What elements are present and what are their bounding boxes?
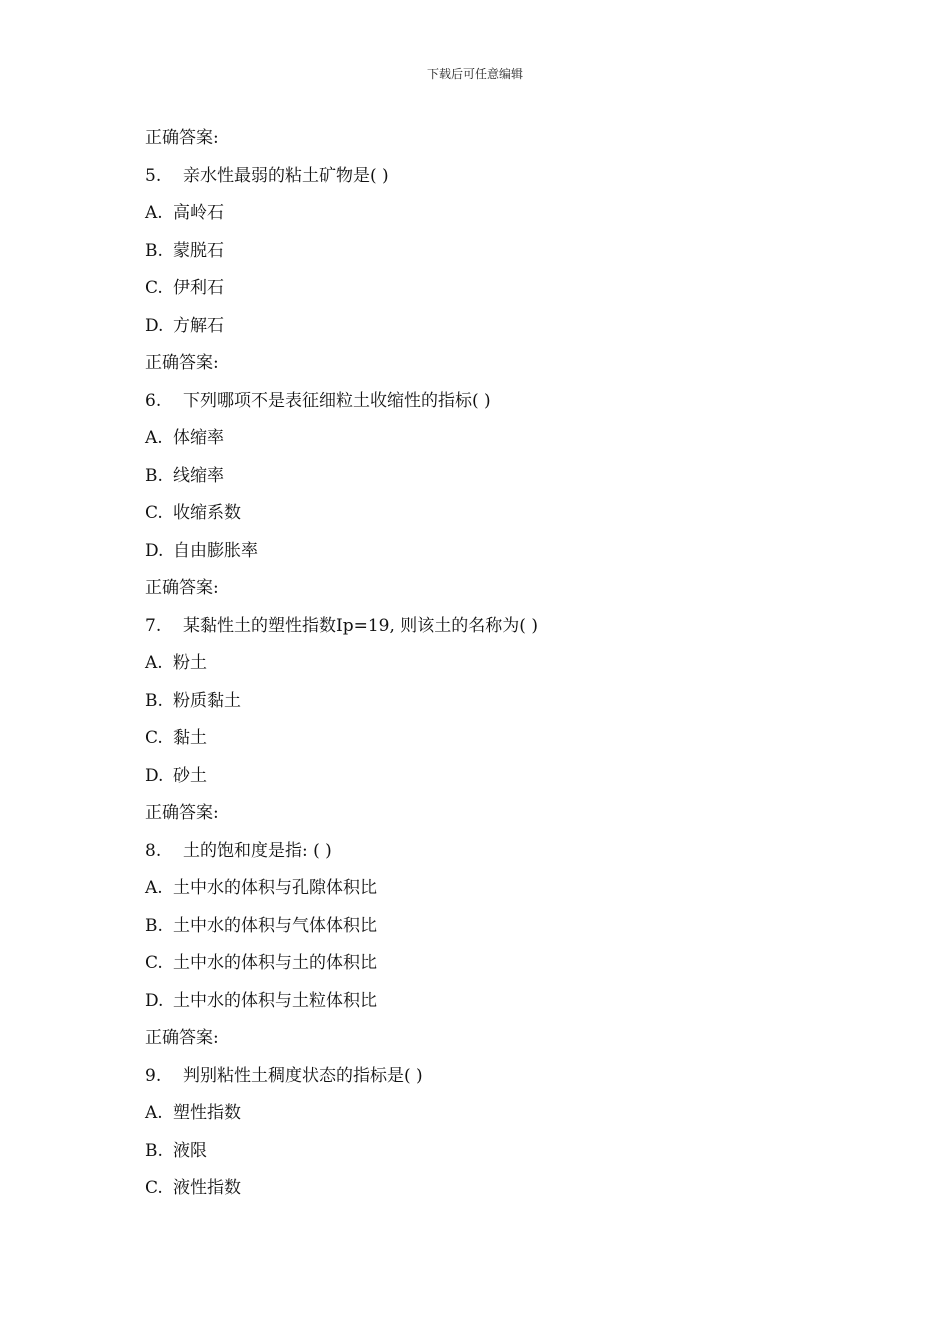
page-header: 下载后可任意编辑 <box>426 67 523 81</box>
option-text: 土中水的体积与孔隙体积比 <box>173 878 377 898</box>
question-text: 判别粘性土稠度状态的指标是( ) <box>183 1065 423 1086</box>
answer-line <box>145 345 845 383</box>
option-letter: B. <box>145 1140 163 1161</box>
option-letter: D. <box>145 540 164 561</box>
option-letter: A. <box>145 1103 163 1123</box>
option-line <box>145 1095 845 1133</box>
option-letter: B. <box>145 465 163 486</box>
option-text: 土中水的体积与土粒体积比 <box>173 990 377 1011</box>
option-line <box>145 1133 845 1171</box>
option-line <box>145 645 845 683</box>
option-letter: C. <box>145 503 163 523</box>
option-line <box>145 458 845 496</box>
question-number: 5. <box>145 165 162 186</box>
question-text: 下列哪项不是表征细粒土收缩性的指标( ) <box>183 390 491 411</box>
option-text: 方解石 <box>173 315 224 336</box>
option-line <box>145 983 845 1021</box>
option-line <box>145 533 845 571</box>
option-text: 蒙脱石 <box>173 240 224 261</box>
option-text: 液性指数 <box>173 1178 241 1198</box>
option-letter: B. <box>145 240 163 261</box>
option-letter: C. <box>145 278 163 298</box>
option-line <box>145 308 845 346</box>
option-letter: A. <box>145 428 163 448</box>
option-line <box>145 683 845 721</box>
option-letter: C. <box>145 728 163 748</box>
option-line <box>145 908 845 946</box>
option-line <box>145 945 845 983</box>
question-number: 7. <box>145 615 162 636</box>
question-number: 9. <box>145 1065 162 1086</box>
option-text: 粉土 <box>173 653 207 673</box>
option-line <box>145 195 845 233</box>
question-text: 土的饱和度是指: ( ) <box>183 840 332 861</box>
answer-label: 正确答案: <box>145 128 219 148</box>
option-letter: C. <box>145 1178 163 1198</box>
option-letter: B. <box>145 690 163 711</box>
option-text: 线缩率 <box>173 465 224 486</box>
option-text: 伊利石 <box>173 278 224 298</box>
option-text: 土中水的体积与气体体积比 <box>173 915 377 936</box>
question-line <box>145 383 845 421</box>
option-letter: D. <box>145 315 164 336</box>
option-text: 砂土 <box>173 765 207 786</box>
option-letter: B. <box>145 915 163 936</box>
option-line <box>145 233 845 271</box>
option-letter: D. <box>145 990 164 1011</box>
option-text: 自由膨胀率 <box>173 540 258 561</box>
option-text: 体缩率 <box>173 428 224 448</box>
question-text: 亲水性最弱的粘土矿物是( ) <box>183 165 389 186</box>
option-letter: A. <box>145 653 163 673</box>
answer-label: 正确答案: <box>145 1028 219 1048</box>
question-line <box>145 1058 845 1096</box>
option-text: 粉质黏土 <box>173 690 241 711</box>
question-text: 某黏性土的塑性指数Ip=19, 则该土的名称为( ) <box>183 615 538 636</box>
option-text: 高岭石 <box>173 203 224 223</box>
question-number: 8. <box>145 840 162 861</box>
option-text: 土中水的体积与土的体积比 <box>173 953 377 973</box>
option-line <box>145 495 845 533</box>
option-letter: C. <box>145 953 163 973</box>
document-body <box>145 120 845 1208</box>
option-letter: A. <box>145 203 163 223</box>
answer-label: 正确答案: <box>145 578 219 598</box>
question-number: 6. <box>145 390 162 411</box>
question-line <box>145 608 845 646</box>
question-line <box>145 833 845 871</box>
option-text: 塑性指数 <box>173 1103 241 1123</box>
option-letter: D. <box>145 765 164 786</box>
answer-line <box>145 120 845 158</box>
answer-line <box>145 795 845 833</box>
option-line <box>145 1170 845 1208</box>
option-line <box>145 270 845 308</box>
option-line <box>145 420 845 458</box>
option-letter: A. <box>145 878 163 898</box>
option-text: 液限 <box>173 1140 207 1161</box>
answer-label: 正确答案: <box>145 803 219 823</box>
answer-line <box>145 570 845 608</box>
answer-label: 正确答案: <box>145 353 219 373</box>
option-line <box>145 758 845 796</box>
answer-line <box>145 1020 845 1058</box>
question-line <box>145 158 845 196</box>
option-text: 黏土 <box>173 728 207 748</box>
option-text: 收缩系数 <box>173 503 241 523</box>
option-line <box>145 870 845 908</box>
option-line <box>145 720 845 758</box>
